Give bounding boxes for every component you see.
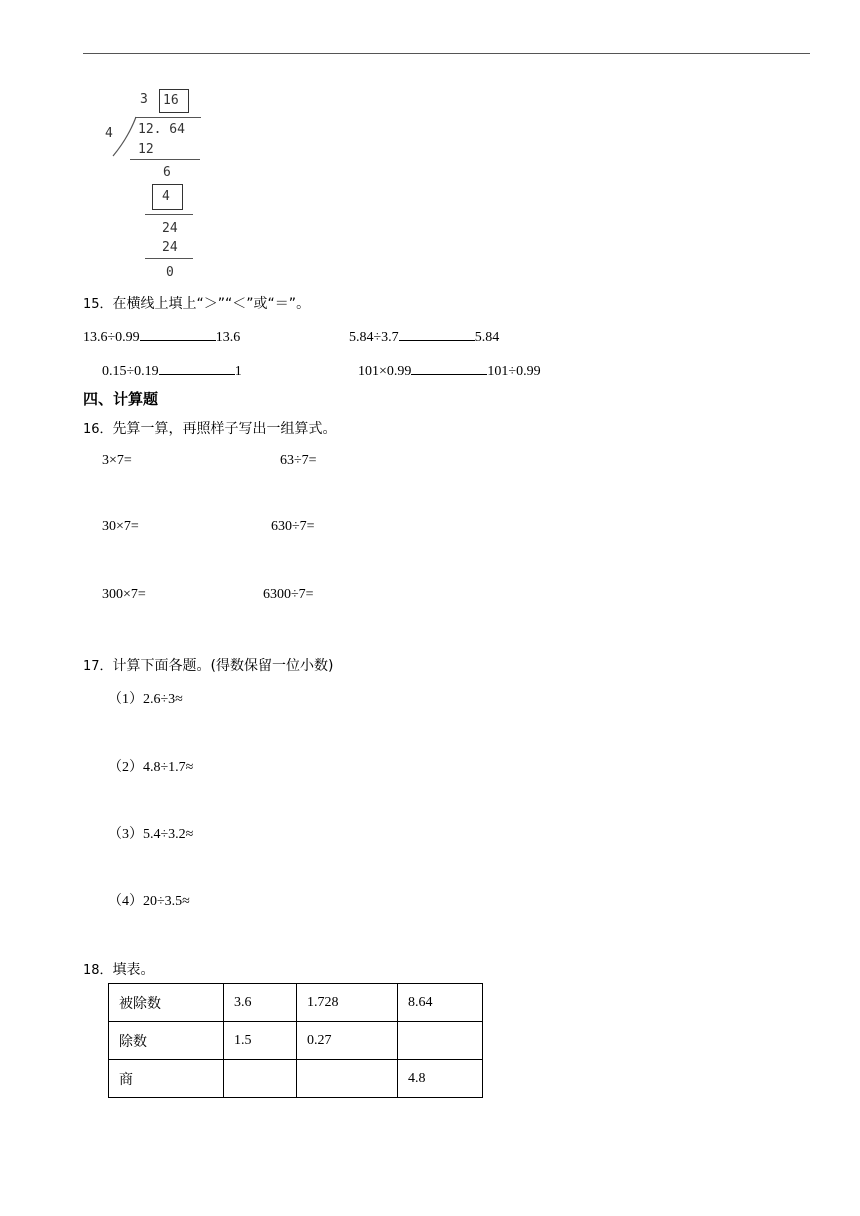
table-row <box>109 984 483 1022</box>
comparison-left: 0.15÷0.19 <box>102 364 159 379</box>
answer-cell[interactable] <box>224 1060 297 1098</box>
answer-blank[interactable] <box>411 362 487 375</box>
question-16 <box>83 418 337 438</box>
division-expr: 63÷7= <box>280 453 317 468</box>
table-cell: 1.728 <box>297 984 398 1022</box>
calculation-item: （3）5.4÷3.2≈ <box>108 827 194 842</box>
multiplication-expr: 300×7= <box>102 587 146 602</box>
division-expr: 6300÷7= <box>263 587 314 602</box>
subtraction-line <box>145 214 193 215</box>
row-header: 被除数 <box>109 984 224 1022</box>
row-header: 商 <box>109 1060 224 1098</box>
table-cell: 8.64 <box>398 984 483 1022</box>
partial-dividend: 24 <box>162 221 178 236</box>
table-cell: 3.6 <box>224 984 297 1022</box>
calculation-item: （1）2.6÷3≈ <box>108 692 183 707</box>
comparison-item <box>358 362 541 380</box>
partial-boxed-value: 4 <box>162 189 170 204</box>
table-cell: 1.5 <box>224 1022 297 1060</box>
comparison-right: 1 <box>234 364 242 379</box>
calculation-item: （4）20÷3.5≈ <box>108 894 190 909</box>
table-row <box>109 1060 483 1098</box>
comparison-item <box>83 328 240 346</box>
question-prompt: 填表。 <box>112 962 155 978</box>
question-number: 15． <box>83 297 113 312</box>
subtraction-line <box>130 159 200 160</box>
final-remainder: 0 <box>166 265 174 280</box>
dividend: 12. 64 <box>138 122 185 137</box>
question-number: 17． <box>83 659 113 674</box>
question-number: 16． <box>83 422 113 437</box>
calculation-item: （2）4.8÷1.7≈ <box>108 760 194 775</box>
answer-cell[interactable] <box>398 1022 483 1060</box>
question-prompt: 在横线上填上“＞”“＜”或“＝”。 <box>112 296 311 312</box>
question-15 <box>83 293 310 313</box>
multiplication-expr: 3×7= <box>102 453 132 468</box>
table-cell: 0.27 <box>297 1022 398 1060</box>
question-18 <box>83 959 155 979</box>
comparison-item <box>102 362 242 380</box>
answer-blank[interactable] <box>159 362 235 375</box>
subtraction-line <box>145 258 193 259</box>
header-rule <box>83 53 810 54</box>
answer-blank[interactable] <box>140 328 216 341</box>
table-cell: 4.8 <box>398 1060 483 1098</box>
multiplication-expr: 30×7= <box>102 519 139 534</box>
comparison-left: 13.6÷0.99 <box>83 330 140 345</box>
answer-blank[interactable] <box>399 328 475 341</box>
quotient-boxed-value: 16 <box>163 93 179 108</box>
comparison-left: 101×0.99 <box>358 364 412 379</box>
comparison-right: 101÷0.99 <box>487 364 541 379</box>
table-row <box>109 1022 483 1060</box>
division-expr: 630÷7= <box>271 519 315 534</box>
question-prompt: 先算一算，再照样子写出一组算式。 <box>112 421 337 437</box>
division-bar <box>135 117 201 118</box>
section-title: 四、计算题 <box>83 390 159 408</box>
comparison-right: 13.6 <box>215 330 241 345</box>
question-17 <box>83 655 333 675</box>
partial-product: 12 <box>138 142 154 157</box>
partial-remainder: 6 <box>163 165 171 180</box>
comparison-left: 5.84÷3.7 <box>349 330 399 345</box>
question-number: 18． <box>83 963 113 978</box>
answer-cell[interactable] <box>297 1060 398 1098</box>
divisor: 4 <box>105 126 113 141</box>
comparison-right: 5.84 <box>474 330 500 345</box>
quotient-digit: 3 <box>140 92 148 107</box>
row-header: 除数 <box>109 1022 224 1060</box>
partial-product: 24 <box>162 240 178 255</box>
comparison-item <box>349 328 499 346</box>
question-prompt: 计算下面各题。(得数保留一位小数) <box>112 658 334 674</box>
fill-in-table <box>108 983 483 1098</box>
